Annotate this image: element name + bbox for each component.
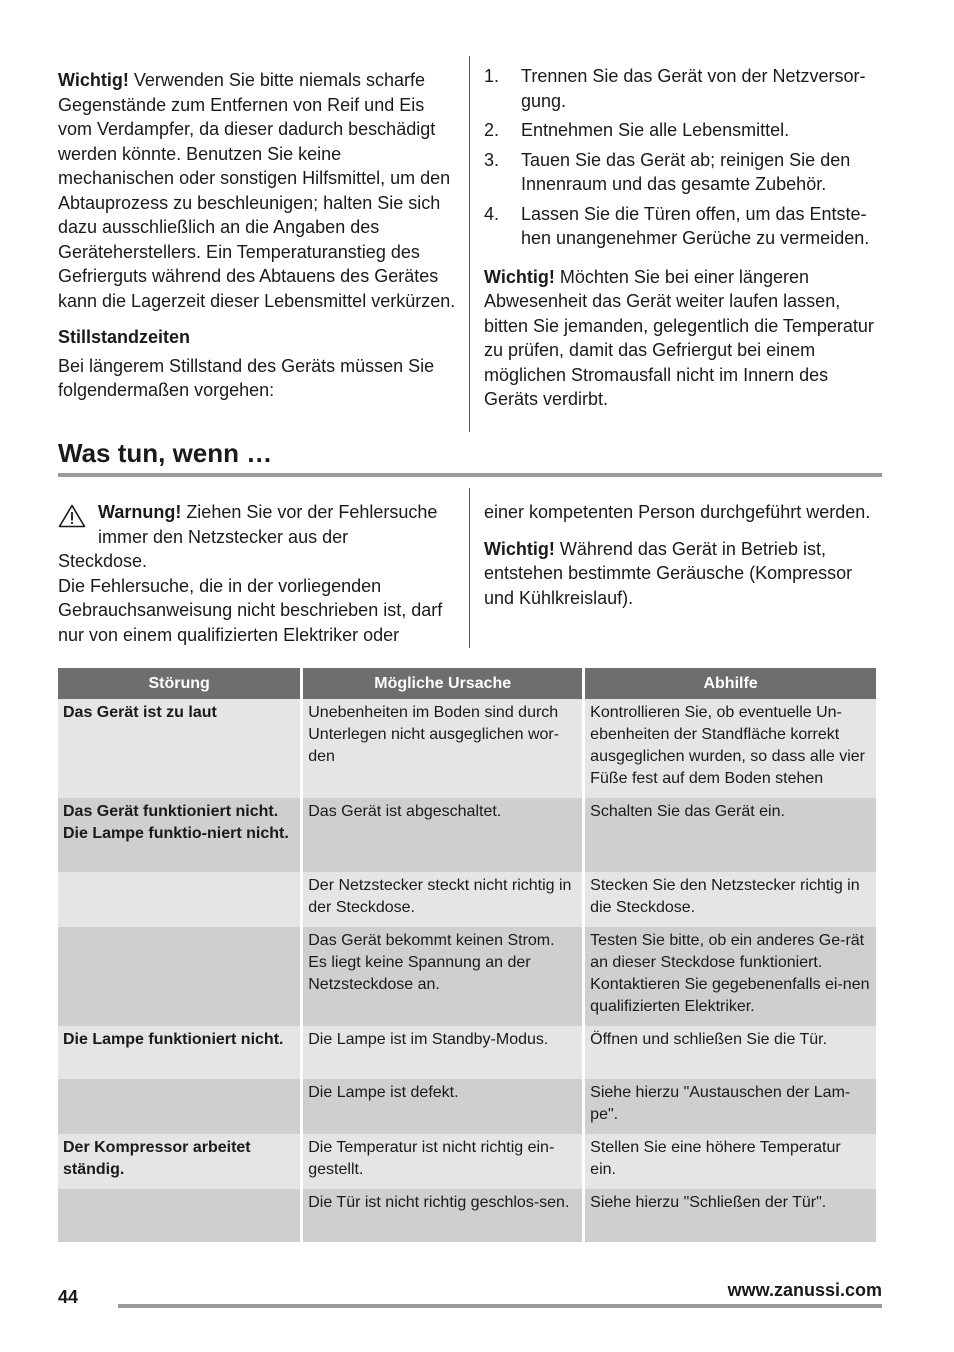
cause-cell: Die Lampe ist defekt. (303, 1079, 582, 1134)
warning-text (98, 500, 460, 549)
cause-cell: Die Tür ist nicht richtig geschlos-sen. (303, 1189, 582, 1242)
remedy-cell: Stecken Sie den Netzstecker richtig in die Steckdose. (585, 872, 876, 927)
top-left-column (58, 68, 456, 403)
troubleshooting-table (55, 668, 879, 1242)
top-right-column (484, 64, 884, 412)
table-row (58, 1079, 876, 1134)
table-header-row (58, 668, 876, 699)
issue-cell (58, 1189, 300, 1242)
remedy-cell: Kontrollieren Sie, ob eventuelle Un-ebenheiten der Standfläche korrekt ausgeglichen wurden, so dass alle vier Füße fest auf dem Boden stehen (585, 699, 876, 798)
subheading-stillstandzeiten: Stillstandzeiten (58, 327, 191, 347)
table-row (58, 699, 876, 798)
step-number: 4. (484, 203, 500, 224)
note-text: Während das Gerät in Betrieb ist, entstehen bestimmte Geräusche (Kompressor und Kühlkreislauf). (484, 538, 853, 608)
warning-block (58, 500, 460, 549)
warning-label: Warnung! (98, 502, 182, 522)
remedy-cell: Siehe hierzu "Schließen der Tür". (585, 1189, 876, 1242)
cause-cell: Das Gerät ist abgeschaltet. (303, 798, 582, 872)
remedy-cell: Testen Sie bitte, ob ein anderes Ge-rät an dieser Steckdose funktioniert. Kontaktieren Sie gegebenenfalls ei-nen qualifizierten Elektriker. (585, 927, 876, 1026)
stillstand-intro: Bei längerem Stillstand des Geräts müssen Sie folgendermaßen vorgehen: (58, 355, 435, 400)
defrost-important-note (58, 68, 456, 313)
column-divider (469, 488, 470, 648)
note-label: Wichtig! (484, 538, 555, 559)
website-link[interactable]: www.zanussi.com (727, 1280, 882, 1300)
issue-cell (58, 927, 300, 1026)
issue-cell: Die Lampe funktioniert nicht. (58, 1026, 300, 1079)
cause-cell: Das Gerät bekommt keinen Strom. Es liegt keine Spannung an der Netzsteckdose an. (303, 927, 582, 1026)
step-number: 2. (484, 120, 500, 140)
absence-important-note (484, 265, 884, 412)
step-text: Lassen Sie die Türen offen, um das Entste-hen unangenehmer Gerüche zu vermeiden. (521, 203, 870, 248)
table-row (58, 798, 876, 872)
remedy-cell: Öffnen und schließen Sie die Tür. (585, 1026, 876, 1079)
table-row (58, 927, 876, 1026)
note-text: Möchten Sie bei einer längeren Abwesenheit das Gerät weiter laufen lassen, bitten Sie jemanden, gelegentlich die Temperatur zu prüfen, damit das Gefriergut bei einem möglichen Stromausfall nicht im Innern des Geräts verdirbt. (484, 266, 874, 409)
column-header-ursache: Mögliche Ursache (303, 668, 582, 699)
note-label: Wichtig! (484, 266, 555, 287)
troubleshooting-paragraph-cont: einer kompetenten Person durchgeführt werden. (484, 502, 871, 522)
warning-continuation: Steckdose. (58, 551, 148, 571)
issue-cell: Der Kompressor arbeitet ständig. (58, 1134, 300, 1189)
table-row (58, 872, 876, 927)
step-number: 3. (484, 149, 500, 170)
page-number: 44 (58, 1287, 79, 1307)
table-row (58, 1026, 876, 1079)
mid-right-column (484, 500, 884, 610)
cause-cell: Die Temperatur ist nicht richtig ein-gestellt. (303, 1134, 582, 1189)
section-title: Was tun, wenn … (58, 438, 273, 468)
note-text: Verwenden Sie bitte niemals scharfe Gegenstände zum Entfernen von Reif und Eis vom Verdampfer, da dieser dadurch beschädigt werden könnte. Benutzen Sie keine mechanischen oder sonstigen Hilfsmittel, um den Abtauprozess zu beschleunigen; halten Sie sich dazu ausschließlich an die Angaben des Geräteherstellers. Ein Temperaturanstieg des Gefrierguts während des Abtauens des Gerätes kann die Lagerzeit dieser Lebensmittel verkürzen. (58, 70, 456, 311)
mid-left-column (58, 500, 460, 647)
column-divider (469, 56, 470, 432)
table-row (58, 1189, 876, 1242)
remedy-cell: Siehe hierzu "Austauschen der Lam-pe". (585, 1079, 876, 1134)
section-rule (58, 473, 882, 477)
step-text: Trennen Sie das Gerät von der Netzversor-gung. (521, 66, 866, 111)
issue-cell: Das Gerät funktioniert nicht. Die Lampe funktio-niert nicht. (58, 798, 300, 872)
stillstand-steps (484, 64, 884, 251)
issue-cell (58, 872, 300, 927)
cause-cell: Die Lampe ist im Standby-Modus. (303, 1026, 582, 1079)
noise-important-note (484, 537, 884, 611)
warning-body: Ziehen Sie vor der Fehlersuche immer den Netzstecker aus der (98, 502, 438, 547)
remedy-cell: Schalten Sie das Gerät ein. (585, 798, 876, 872)
note-label: Wichtig! (58, 70, 129, 90)
step-text: Entnehmen Sie alle Lebensmittel. (521, 120, 790, 140)
table-row (58, 1134, 876, 1189)
list-item (484, 202, 884, 251)
footer-rule (118, 1304, 882, 1308)
troubleshooting-paragraph: Die Fehlersuche, die in der vorliegenden Gebrauchsanweisung nicht beschrieben ist, darf nur von einem qualifizierten Elektriker oder (58, 575, 443, 645)
column-header-stoerung: Störung (58, 668, 300, 699)
step-number: 1. (484, 66, 500, 86)
list-item (484, 148, 884, 197)
remedy-cell: Stellen Sie eine höhere Temperatur ein. (585, 1134, 876, 1189)
step-text: Tauen Sie das Gerät ab; reinigen Sie den Innenraum und das gesamte Zubehör. (521, 149, 851, 194)
issue-cell (58, 1079, 300, 1134)
column-header-abhilfe: Abhilfe (585, 668, 876, 699)
warning-triangle-icon (58, 504, 86, 528)
cause-cell: Der Netzstecker steckt nicht richtig in der Steckdose. (303, 872, 582, 927)
list-item (484, 118, 884, 143)
issue-cell: Das Gerät ist zu laut (58, 699, 300, 798)
cause-cell: Unebenheiten im Boden sind durch Unterlegen nicht ausgeglichen wor-den (303, 699, 582, 798)
list-item (484, 64, 884, 113)
